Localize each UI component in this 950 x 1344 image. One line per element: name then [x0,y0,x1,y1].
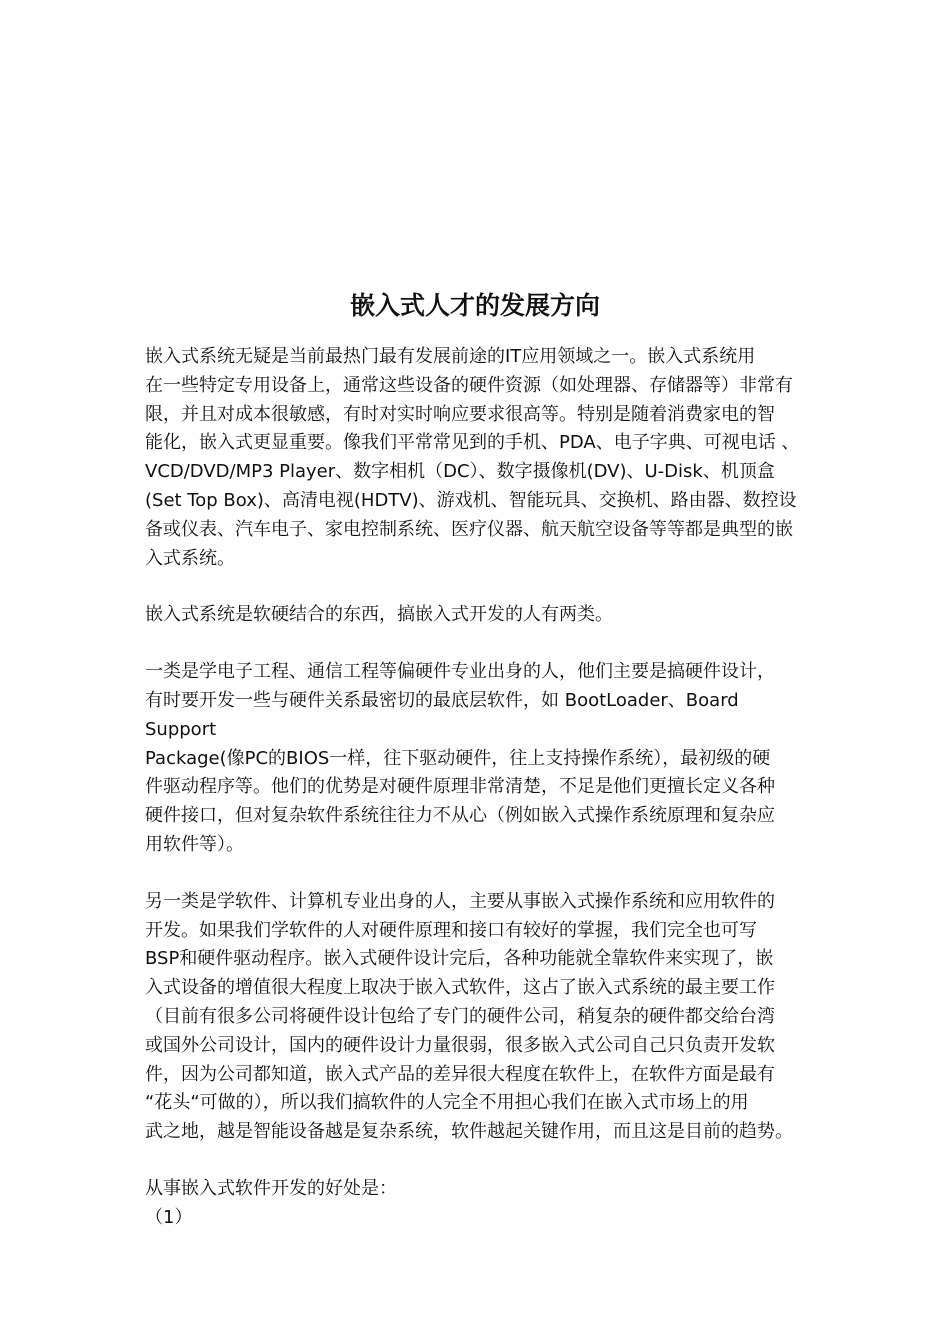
text-line: 武之地，越是智能设备越是复杂系统，软件越起关键作用，而且这是目前的趋势。 [145,1121,793,1143]
text-line: 件驱动程序等。他们的优势是对硬件原理非常清楚，不足是他们更擅长定义各种 [145,776,775,798]
paragraph-software-type [145,888,810,1147]
text-line: （1） [145,1206,193,1228]
text-line: 入式系统。 [145,547,235,569]
text-line: (Set Top Box)、高清电视(HDTV)、游戏机、智能玩具、交换机、路由器、数控设 [145,489,797,511]
text-line: 开发。如果我们学软件的人对硬件原理和接口有较好的掌握，我们完全也可写 [145,919,757,941]
paragraph-intro [145,343,810,573]
paragraph-hardware-type [145,658,810,860]
text-line: Support [145,718,217,740]
text-line: 能化，嵌入式更显重要。像我们平常常见到的手机、PDA、电子字典、可视电话 、 [145,432,800,454]
paragraph-spacer [145,573,810,601]
paragraph-benefits [145,1175,810,1233]
text-line: VCD/DVD/MP3 Player、数字相机（DC）、数字摄像机(DV)、U-Disk、机顶盒 [145,461,775,483]
text-line: 硬件接口，但对复杂软件系统往往力不从心（例如嵌入式操作系统原理和复杂应 [145,805,775,827]
text-line: 件，因为公司都知道，嵌入式产品的差异很大程度在软件上，在软件方面是最有 [145,1063,775,1085]
text-line: 限，并且对成本很敏感，有时对实时响应要求很高等。特别是随着消费家电的智 [145,403,775,425]
text-line: 有时要开发一些与硬件关系最密切的最底层软件，如 BootLoader、Board [145,689,739,711]
text-line: 入式设备的增值很大程度上取决于嵌入式软件，这占了嵌入式系统的最主要工作 [145,977,775,999]
document-body [145,343,810,1233]
text-line: 用软件等）。 [145,833,244,855]
text-line: 嵌入式系统是软硬结合的东西，搞嵌入式开发的人有两类。 [145,604,613,626]
document-title: 嵌入式人才的发展方向 [349,291,600,320]
paragraph-spacer [145,630,810,658]
paragraph-spacer [145,860,810,888]
text-line: 另一类是学软件、计算机专业出身的人，主要从事嵌入式操作系统和应用软件的 [145,890,775,912]
text-line: 备或仪表、汽车电子、家电控制系统、医疗仪器、航天航空设备等等都是典型的嵌 [145,518,793,540]
text-line: 或国外公司设计，国内的硬件设计力量很弱，很多嵌入式公司自己只负责开发软 [145,1034,775,1056]
paragraph-spacer [145,1147,810,1175]
text-line: “花头“可做的），所以我们搞软件的人完全不用担心我们在嵌入式市场上的用 [145,1092,749,1114]
text-line: 嵌入式系统无疑是当前最热门最有发展前途的IT应用领域之一。嵌入式系统用 [145,346,756,367]
paragraph-two-types [145,601,810,630]
text-line: 从事嵌入式软件开发的好处是： [145,1177,397,1199]
text-line: BSP和硬件驱动程序。嵌入式硬件设计完后，各种功能就全靠软件来实现了，嵌 [145,948,774,970]
text-line: 在一些特定专用设备上，通常这些设备的硬件资源（如处理器、存储器等）非常有 [145,374,793,396]
text-line: Package(像PC的BIOS一样，往下驱动硬件，往上支持操作系统），最初级的硬 [145,747,771,769]
text-line: 一类是学电子工程、通信工程等偏硬件专业出身的人，他们主要是搞硬件设计， [145,661,775,683]
text-line: （目前有很多公司将硬件设计包给了专门的硬件公司，稍复杂的硬件都交给台湾 [145,1005,775,1027]
